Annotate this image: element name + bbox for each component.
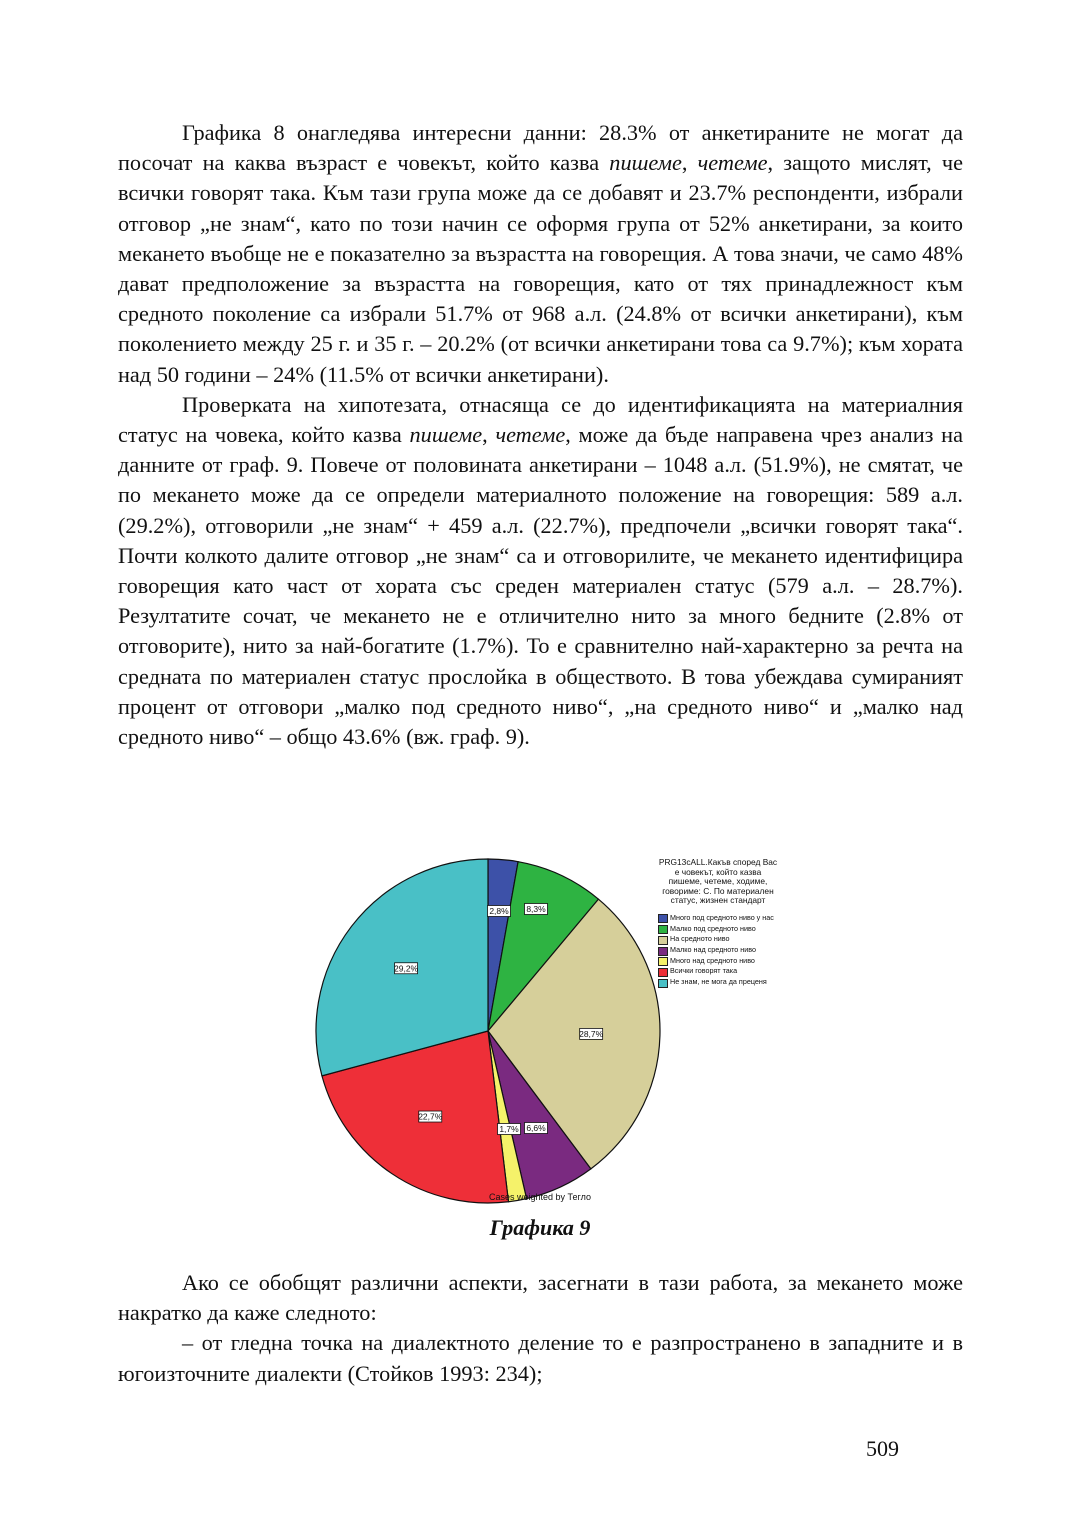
pie-chart-figure xyxy=(300,850,780,1210)
legend-swatch xyxy=(658,914,668,923)
cases-weighted-note: Cases weighted by Тегло xyxy=(489,1192,591,1202)
legend-title: PRG13cALL.Какъв според Вас е човекът, който казва пишеме, четеме, ходиме, говориме: С. По материален статус, жизнен стандарт xyxy=(658,857,778,906)
page-number: 509 xyxy=(866,1436,899,1461)
text-segment: , може да бъде направена чрез анализ на данните от граф. 9. Повече от половината анкетирани – 1048 а.л. (51.9%), не смятат, че по мекането може да се определи материалното положение на говорещия: 589 а.л. (29.2%), отговорили „не знам“ + 459 а.л. (22.7%), предпочели „всички говорят така“. Почти колкото далите отговор „не знам“ са и отговорилите, че мекането идентифицира говорещия като част от хората със среден материален статус (579 а.л. – 28.7%). Резултатите сочат, че мекането не е отличително нито за много бедните (2.8% от отговорите), нито за най-богатите (1.7%). То е сравнително най-характерно за речта на средната по материален статус прослойка в обществото. В това убеждава сумираният процент от отговори „малко под средното ниво“, „на средното ниво“ и „малко над средното ниво“ – общо 43.6% (вж. граф. 9). xyxy=(118,422,963,750)
figure-caption: Графика 9 xyxy=(489,1215,591,1240)
legend-label: Малко под средното ниво xyxy=(670,923,756,933)
legend-item xyxy=(658,957,778,967)
paragraph-material-status xyxy=(118,390,963,752)
legend-items xyxy=(658,914,778,988)
closing-paragraph: Ако се обобщят различни аспекти, засегнати в тази работа, за мекането може накратко да каже следното: xyxy=(118,1270,963,1326)
italic-term: четеме xyxy=(495,422,566,448)
slice-label-text: 28,7% xyxy=(579,1028,604,1039)
body-text xyxy=(118,118,963,752)
legend-label: Много под средното ниво у нас xyxy=(670,912,774,922)
legend-swatch xyxy=(658,936,668,945)
text-segment: , защото мислят, че всички говорят така. Към тази група може да се добавят и 23.7% респонденти, избрали отговор „не знам“, като по този начин се оформя група от 52% анкетирани, за които мекането въобще не е показателно за възрастта на говорещия. А това значи, че само 48% дават предположение за възрастта на говорещия, като от тях принадлежност към средното поколение са избрали 51.7% от 968 а.л. (24.8% от всички анкетирани), към поколението между 25 г. и 35 г. – 20.2% (от всички анкетирани това са 9.7%); към хората над 50 години – 24% (11.5% от всички анкетирани). xyxy=(118,150,964,387)
slice-label xyxy=(579,1028,604,1039)
slice-label xyxy=(488,906,511,917)
italic-term: четеме xyxy=(697,150,768,176)
legend-item xyxy=(658,914,778,924)
italic-term: пишеме xyxy=(409,422,483,448)
legend-swatch xyxy=(658,957,668,966)
slice-label xyxy=(525,1123,548,1134)
legend-item xyxy=(658,967,778,977)
legend-label: Много над средното ниво xyxy=(670,955,755,965)
legend-item xyxy=(658,978,778,988)
legend-item xyxy=(658,946,778,956)
legend-label: Всички говорят така xyxy=(670,966,738,976)
slice-label-text: 22,7% xyxy=(418,1111,443,1122)
legend-swatch xyxy=(658,979,668,988)
legend-swatch xyxy=(658,925,668,934)
legend-label: На средното ниво xyxy=(670,934,730,944)
text-segment: , xyxy=(482,422,496,448)
legend-item xyxy=(658,935,778,945)
slice-label xyxy=(394,963,419,974)
slice-label xyxy=(418,1111,443,1122)
slice-label-text: 8,3% xyxy=(526,904,546,914)
slice-label xyxy=(498,1124,521,1135)
slice-label-text: 2,8% xyxy=(489,906,509,916)
slice-label-text: 29,2% xyxy=(394,963,419,974)
legend-item xyxy=(658,925,778,935)
slice-label-text: 6,6% xyxy=(526,1123,546,1133)
legend-label: Не знам, не мога да преценя xyxy=(670,977,767,987)
text-segment: , xyxy=(681,150,698,176)
text-segment: Проверката на хипотезата, отнасяща се до идентификацията на материалния статус на човека, който казва xyxy=(118,391,963,448)
legend-swatch xyxy=(658,947,668,956)
legend-swatch xyxy=(658,968,668,977)
legend-label: Малко над средното ниво xyxy=(670,945,756,955)
paragraph-age xyxy=(118,118,963,390)
closing-list-item: – от гледна точка на диалектното деление то е разпространено в западните и в югоизточните диалекти (Стойков 1993: 234); xyxy=(118,1330,963,1386)
closing-text xyxy=(118,1268,963,1389)
slice-label xyxy=(525,904,548,915)
chart-legend xyxy=(658,858,778,989)
slice-label-text: 1,7% xyxy=(499,1124,519,1134)
text-segment: Графика 8 онагледява интересни данни: 28.3% от анкетираните не могат да посочат на каква възраст е човекът, който казва xyxy=(118,120,963,176)
italic-term: пишеме xyxy=(609,150,682,176)
